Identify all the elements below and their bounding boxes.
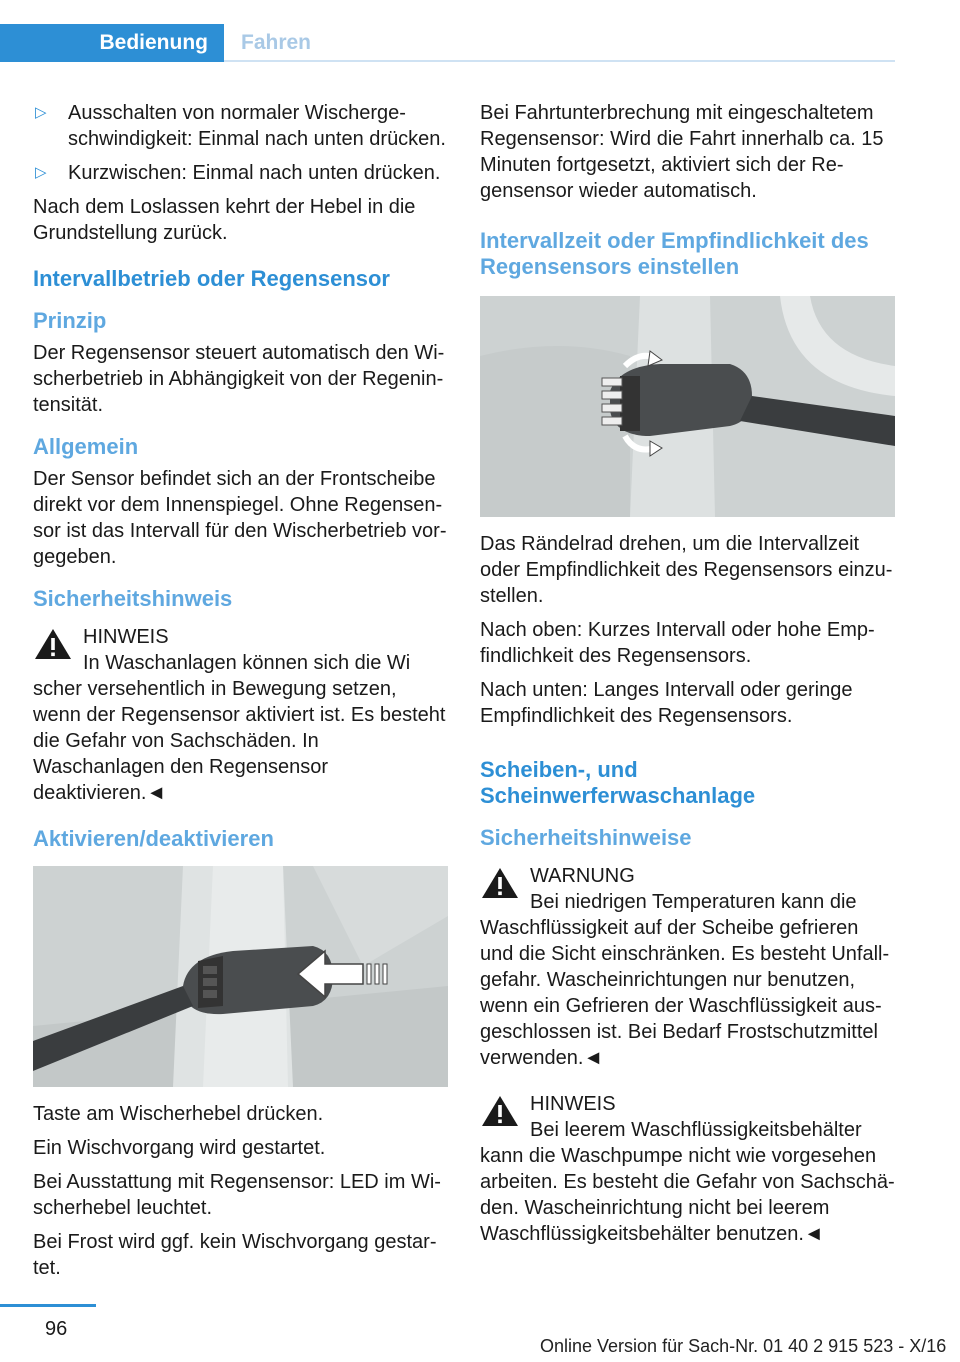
tab-fahren[interactable]: Fahren xyxy=(241,31,312,54)
subsection-heading: Sicherheitshinweise xyxy=(480,825,692,850)
notice-text: kann die Waschpumpe nicht wie vorgesehen arbeiten. Es besteht die Gefahr von Sachschäden. Wascheinrichtung nicht bei leerem Waschflüssigkeitsbehälter benutzen.◄ xyxy=(480,1145,895,1245)
wiper-lever-image xyxy=(33,866,448,1087)
paragraph: Der Sensor befindet sich an der Frontscheibe direkt vor dem Innenspiegel. Ohne Regensensor ist das Intervall für den Wischerbetrieb vorgegeben. xyxy=(33,468,447,568)
warning-triangle-icon xyxy=(33,626,73,662)
paragraph: Bei Fahrtunterbrechung mit eingeschaltetem Regensensor: Wird die Fahrt innerhalb ca. 15 Minuten fortgesetzt, aktiviert sich der Regensensor wieder automatisch. xyxy=(480,102,884,202)
tab-bedienung[interactable]: Bedienung xyxy=(0,24,224,62)
wiper-button-illustration xyxy=(33,866,448,1087)
subsection-heading: Aktivieren/deaktivieren xyxy=(33,826,274,851)
header-bar xyxy=(0,0,895,62)
notice-text-first: Bei leerem Waschflüssigkeitsbehälter xyxy=(530,1119,862,1141)
notice-box xyxy=(33,624,449,806)
paragraph: Der Regensensor steuert automatisch den Wischerbetrieb in Abhängigkeit von der Regenintensität. xyxy=(33,342,445,416)
paragraph: Bei Ausstattung mit Regensensor: LED im Wischerhebel leuchtet. xyxy=(33,1171,441,1219)
paragraph: Nach dem Loslassen kehrt der Hebel in die Grundstellung zurück. xyxy=(33,196,416,244)
list-item xyxy=(33,160,449,186)
list-item xyxy=(33,100,449,152)
notice-text-first: In Waschanlagen können sich die Wi xyxy=(83,652,411,674)
bullet-text: Kurzwischen: Einmal nach unten drücken. xyxy=(68,162,441,184)
notice-text: scher versehentlich in Bewegung setzen, wenn der Regensensor aktiviert ist. Es besteht die Gefahr von Sachschäden. In Waschanlagen den Regensensor deaktivieren.◄ xyxy=(33,678,446,804)
notice-title: HINWEIS xyxy=(83,626,169,648)
notice-title: HINWEIS xyxy=(530,1093,616,1115)
paragraph: Nach oben: Kurzes Intervall oder hohe Empfindlichkeit des Regensensors. xyxy=(480,619,875,667)
paragraph: Bei Frost wird ggf. kein Wischvorgang gestartet. xyxy=(33,1231,437,1279)
footer-rule xyxy=(0,1304,96,1307)
warning-text-first: Bei niedrigen Temperaturen kann die xyxy=(530,891,857,913)
right-column xyxy=(480,100,896,1255)
warning-title: WARNUNG xyxy=(530,865,635,887)
subsection-heading: Prinzip xyxy=(33,308,107,333)
triangle-bullet-icon: ▷ xyxy=(35,164,47,181)
subsection-heading: Allgemein xyxy=(33,434,139,459)
left-column xyxy=(33,100,449,1289)
footer-version-text: Online Version für Sach-Nr. 01 40 2 915 523 - X/16 xyxy=(540,1336,947,1356)
warning-text: Waschflüssigkeit auf der Scheibe gefrieren und die Sicht einschränken. Es besteht Unfallgefahr. Wascheinrichtungen nur benutzen, wenn ein Gefrieren der Waschflüssigkeit ausgeschlossen ist. Bei Bedarf Frostschutzmittel verwenden.◄ xyxy=(480,917,890,1069)
subsection-heading: Intervallzeit oder Empfindlichkeit des Regensensors einstellen xyxy=(480,228,869,279)
section-heading: Scheiben-, und Scheinwerferwaschanlage xyxy=(480,757,756,808)
notice-box xyxy=(480,1091,896,1247)
thumbwheel-image xyxy=(480,296,895,517)
thumbwheel-illustration xyxy=(480,296,895,517)
warning-triangle-icon xyxy=(480,865,520,901)
triangle-bullet-icon: ▷ xyxy=(35,104,47,121)
bullet-text: Ausschalten von normaler Wischergeschwindigkeit: Einmal nach unten drücken. xyxy=(68,102,446,150)
section-heading: Intervallbetrieb oder Regensensor xyxy=(33,266,390,291)
subsection-heading: Sicherheitshinweis xyxy=(33,586,233,611)
paragraph: Nach unten: Langes Intervall oder geringe Empfindlichkeit des Regensensors. xyxy=(480,679,853,727)
paragraph: Ein Wischvorgang wird gestartet. xyxy=(33,1137,326,1159)
paragraph: Das Rändelrad drehen, um die Intervallzeit oder Empfindlichkeit des Regensensors einzustellen. xyxy=(480,533,893,607)
header-rule xyxy=(224,60,895,62)
warning-box xyxy=(480,863,896,1071)
paragraph: Taste am Wischerhebel drücken. xyxy=(33,1103,324,1125)
page-number: 96 xyxy=(45,1318,68,1340)
warning-triangle-icon xyxy=(480,1093,520,1129)
